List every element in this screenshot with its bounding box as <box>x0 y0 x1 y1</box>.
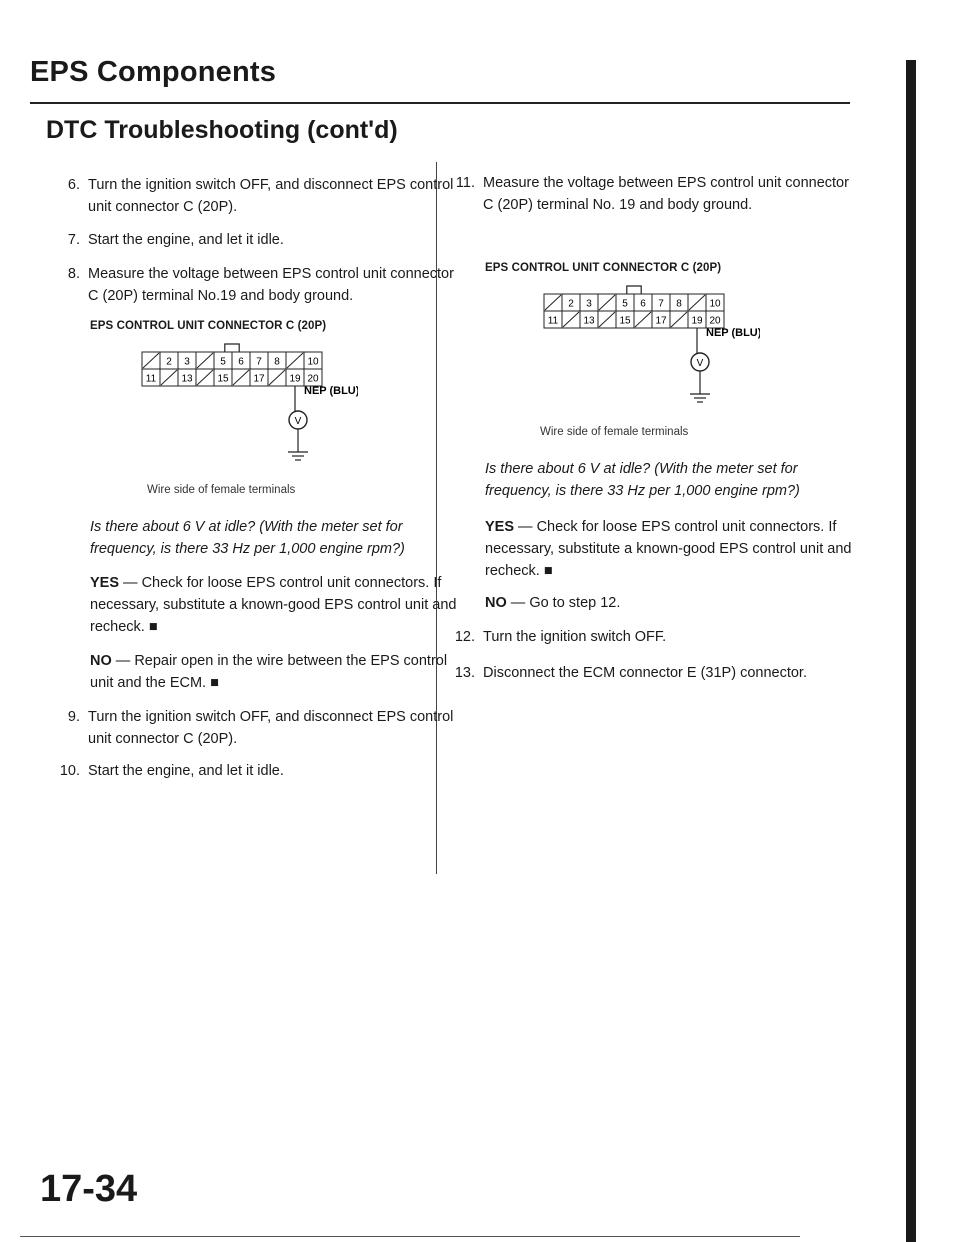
yes-key: YES <box>90 575 120 591</box>
terminal-number: 15 <box>619 315 631 327</box>
yes-text: Check for loose EPS control unit connectors. If necessary, substitute a known-good EPS control unit and recheck. <box>90 575 457 635</box>
connector-diagram-right <box>540 282 760 447</box>
step-text: Disconnect the ECM connector E (31P) connector. <box>483 665 807 681</box>
terminal-number: 6 <box>238 356 244 368</box>
terminal-number: 11 <box>145 373 157 385</box>
step-text: Measure the voltage between EPS control unit connector C (20P) terminal No.19 and body ground. <box>88 266 454 304</box>
footer-rule <box>20 1236 800 1237</box>
step-number: 10. <box>59 763 80 779</box>
no-key: NO <box>90 653 112 669</box>
step-number: 6. <box>67 177 80 193</box>
end-mark-icon: ■ <box>148 619 158 635</box>
empty-cavity-mark <box>161 370 177 385</box>
page-edge-bar <box>906 60 916 1242</box>
question: Is there about 6 V at idle? (With the meter set for frequency, is there 33 Hz per 1,000 engine rpm?) <box>90 519 405 557</box>
wire-label: NEP (BLU) <box>304 385 358 397</box>
step-text: Measure the voltage between EPS control unit connector C (20P) terminal No. 19 and body ground. <box>483 175 849 213</box>
empty-cavity-mark <box>545 295 561 310</box>
no-key: NO <box>485 595 507 611</box>
empty-cavity-mark <box>197 370 213 385</box>
empty-cavity-mark <box>599 295 615 310</box>
step-text: Start the engine, and let it idle. <box>88 763 284 779</box>
step-number: 13. <box>454 665 475 681</box>
empty-cavity-mark <box>689 295 705 310</box>
yes-answer: YES — Check for loose EPS control unit connectors. If necessary, substitute a known-good EPS control unit and recheck. ■ <box>485 519 852 579</box>
terminal-number: 5 <box>220 356 226 368</box>
no-text: Repair open in the wire between the EPS control unit and the ECM. <box>90 653 448 691</box>
terminal-number: 13 <box>181 373 193 385</box>
voltmeter-symbol: V <box>696 358 704 369</box>
step-number: 11. <box>455 175 475 191</box>
no-answer: NO — Go to step 12. <box>485 595 621 611</box>
terminal-number: 11 <box>547 315 559 327</box>
page-title: EPS Components <box>30 56 277 88</box>
step-number: 9. <box>67 709 80 725</box>
wire-label: NEP (BLU) <box>706 327 760 339</box>
connector-lock-tab <box>225 344 239 352</box>
empty-cavity-mark <box>635 312 651 327</box>
connector-caption: Wire side of female terminals <box>147 484 296 496</box>
end-mark-icon: ■ <box>543 563 553 579</box>
step-number: 12. <box>454 629 475 645</box>
terminal-number: 6 <box>640 298 646 310</box>
empty-cavity-mark <box>197 353 213 368</box>
yes-answer: YES — Check for loose EPS control unit connectors. If necessary, substitute a known-good EPS control unit and recheck. ■ <box>90 575 457 635</box>
voltmeter-symbol: V <box>294 416 302 427</box>
terminal-number: 13 <box>583 315 595 327</box>
terminal-number: 2 <box>166 356 172 368</box>
yes-key: YES <box>485 519 515 535</box>
page-number: 17-34 <box>40 1168 138 1210</box>
step-text: Start the engine, and let it idle. <box>88 232 284 248</box>
terminal-number: 3 <box>184 356 190 368</box>
terminal-number: 8 <box>274 356 280 368</box>
question: Is there about 6 V at idle? (With the meter set for frequency, is there 33 Hz per 1,000 engine rpm?) <box>485 461 800 499</box>
terminal-number: 8 <box>676 298 682 310</box>
terminal-number: 3 <box>586 298 592 310</box>
terminal-number: 20 <box>307 373 319 385</box>
empty-cavity-mark <box>287 353 303 368</box>
empty-cavity-mark <box>599 312 615 327</box>
terminal-number: 19 <box>289 373 301 385</box>
step-number: 8. <box>67 266 80 282</box>
terminal-number: 2 <box>568 298 574 310</box>
terminal-number: 17 <box>655 315 667 327</box>
connector-diagram-left <box>138 340 358 505</box>
step-text: Turn the ignition switch OFF, and disconnect EPS control unit connector C (20P). <box>88 709 454 747</box>
empty-cavity-mark <box>233 370 249 385</box>
empty-cavity-mark <box>563 312 579 327</box>
connector-caption: Wire side of female terminals <box>540 426 689 438</box>
connector-c-20p-diagram <box>540 282 760 442</box>
connector-c-20p-diagram <box>138 340 358 500</box>
no-text: Go to step 12. <box>529 595 621 611</box>
terminal-number: 10 <box>709 298 721 310</box>
step-number: 7. <box>67 232 80 248</box>
terminal-number: 7 <box>658 298 664 310</box>
yes-text: Check for loose EPS control unit connectors. If necessary, substitute a known-good EPS control unit and recheck. <box>485 519 852 579</box>
terminal-number: 10 <box>307 356 319 368</box>
terminal-number: 19 <box>691 315 703 327</box>
section-title: DTC Troubleshooting (cont'd) <box>46 116 398 144</box>
terminal-number: 7 <box>256 356 262 368</box>
header-rule <box>30 102 850 104</box>
connector-title: EPS CONTROL UNIT CONNECTOR C (20P) <box>90 320 327 332</box>
step-text: Turn the ignition switch OFF, and disconnect EPS control unit connector C (20P). <box>88 177 454 215</box>
empty-cavity-mark <box>143 353 159 368</box>
terminal-number: 15 <box>217 373 229 385</box>
no-answer: NO — Repair open in the wire between the EPS control unit and the ECM. ■ <box>90 653 448 691</box>
terminal-number: 20 <box>709 315 721 327</box>
step-text: Turn the ignition switch OFF. <box>483 629 667 645</box>
end-mark-icon: ■ <box>210 675 219 691</box>
empty-cavity-mark <box>671 312 687 327</box>
terminal-number: 17 <box>253 373 265 385</box>
empty-cavity-mark <box>269 370 285 385</box>
terminal-number: 5 <box>622 298 628 310</box>
connector-title: EPS CONTROL UNIT CONNECTOR C (20P) <box>485 262 722 274</box>
connector-lock-tab <box>627 286 641 294</box>
